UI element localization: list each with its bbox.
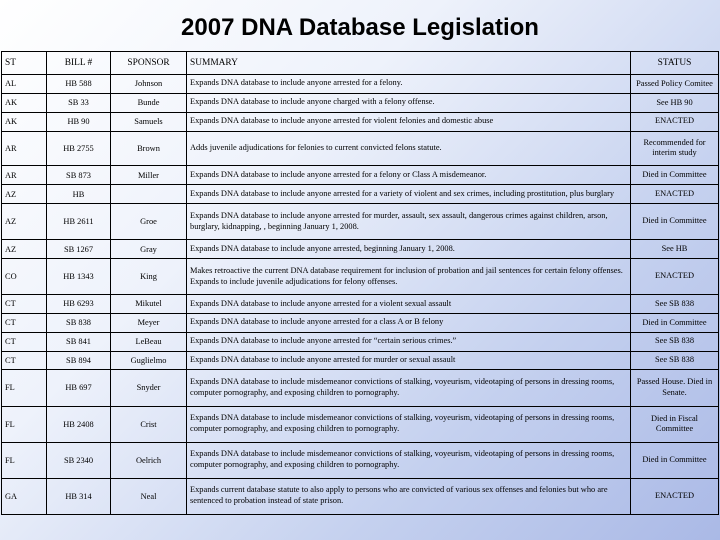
cell-status: Passed House. Died in Senate.: [631, 370, 719, 406]
cell-bill: HB 1343: [47, 258, 111, 294]
cell-st: CT: [2, 332, 47, 351]
table-row: [2, 112, 719, 131]
cell-sponsor: [111, 185, 187, 204]
page-title: 2007 DNA Database Legislation: [181, 14, 539, 41]
cell-sponsor: Groe: [111, 204, 187, 240]
cell-status: See HB: [631, 240, 719, 259]
table-row: [2, 131, 719, 166]
cell-status: ENACTED: [631, 112, 719, 131]
cell-status: Died in Fiscal Committee: [631, 406, 719, 442]
cell-status: ENACTED: [631, 185, 719, 204]
table-row: [2, 370, 719, 406]
cell-summary: Expands DNA database to include anyone arrested for a felony or Class A misdemeanor.: [187, 166, 631, 185]
cell-status: Passed Policy Comitee: [631, 75, 719, 94]
cell-status: See SB 838: [631, 351, 719, 370]
cell-bill: SB 1267: [47, 240, 111, 259]
cell-st: FL: [2, 370, 47, 406]
cell-summary: Expands DNA database to include anyone arrested for murder, assault, sex assault, dangerous crimes against children, arson, burglary, kidnapping, , beginning January 1, 2008.: [187, 204, 631, 240]
cell-st: FL: [2, 406, 47, 442]
cell-bill: HB 2408: [47, 406, 111, 442]
cell-bill: SB 841: [47, 332, 111, 351]
cell-summary: Expands DNA database to include anyone arrested for a class A or B felony: [187, 313, 631, 332]
cell-bill: HB 314: [47, 478, 111, 514]
cell-bill: HB 6293: [47, 295, 111, 314]
cell-summary: Expands DNA database to include anyone arrested for “certain serious crimes.”: [187, 332, 631, 351]
cell-status: ENACTED: [631, 258, 719, 294]
cell-sponsor: Brown: [111, 131, 187, 166]
cell-status: Died in Committee: [631, 313, 719, 332]
table-row: [2, 204, 719, 240]
table-row: [2, 166, 719, 185]
cell-bill: SB 33: [47, 93, 111, 112]
cell-sponsor: Gray: [111, 240, 187, 259]
cell-st: AR: [2, 131, 47, 166]
cell-sponsor: Miller: [111, 166, 187, 185]
cell-status: See SB 838: [631, 332, 719, 351]
cell-summary: Expands DNA database to include misdemeanor convictions of stalking, voyeurism, videotaping of persons in dressing rooms, computer pornography, and exposing children to pornography.: [187, 370, 631, 406]
cell-st: AZ: [2, 240, 47, 259]
cell-bill: HB 2755: [47, 131, 111, 166]
cell-status: See SB 838: [631, 295, 719, 314]
cell-st: CT: [2, 313, 47, 332]
cell-status: See HB 90: [631, 93, 719, 112]
cell-st: AZ: [2, 185, 47, 204]
cell-status: Died in Committee: [631, 166, 719, 185]
header-sponsor: SPONSOR: [111, 52, 187, 75]
cell-st: AK: [2, 93, 47, 112]
cell-st: AR: [2, 166, 47, 185]
cell-bill: SB 873: [47, 166, 111, 185]
cell-st: GA: [2, 478, 47, 514]
legislation-table: [1, 51, 719, 515]
header-bill: BILL #: [47, 52, 111, 75]
cell-summary: Makes retroactive the current DNA database requirement for inclusion of probation and jail sentences for certain felony offenses. Expands to include juvenile adjudications for felony offenses.: [187, 258, 631, 294]
cell-bill: SB 838: [47, 313, 111, 332]
cell-st: AL: [2, 75, 47, 94]
table-row: [2, 295, 719, 314]
cell-st: AZ: [2, 204, 47, 240]
header-status: STATUS: [631, 52, 719, 75]
cell-summary: Expands DNA database to include anyone arrested for a violent sexual assault: [187, 295, 631, 314]
table-row: [2, 75, 719, 94]
table-row: [2, 442, 719, 478]
table-row: [2, 93, 719, 112]
cell-sponsor: Guglielmo: [111, 351, 187, 370]
cell-bill: SB 894: [47, 351, 111, 370]
cell-bill: HB 90: [47, 112, 111, 131]
cell-summary: Expands DNA database to include misdemeanor convictions of stalking, voyeurism, videotaping of persons in dressing rooms, computer pornography, and exposing children to pornography.: [187, 442, 631, 478]
table-row: [2, 313, 719, 332]
cell-st: CO: [2, 258, 47, 294]
cell-sponsor: Snyder: [111, 370, 187, 406]
cell-sponsor: Crist: [111, 406, 187, 442]
cell-bill: HB 697: [47, 370, 111, 406]
cell-status: ENACTED: [631, 478, 719, 514]
cell-st: CT: [2, 295, 47, 314]
cell-st: CT: [2, 351, 47, 370]
cell-summary: Expands DNA database to include anyone charged with a felony offense.: [187, 93, 631, 112]
cell-sponsor: King: [111, 258, 187, 294]
cell-summary: Expands DNA database to include anyone arrested for a felony.: [187, 75, 631, 94]
cell-sponsor: Mikutel: [111, 295, 187, 314]
table-row: [2, 258, 719, 294]
cell-summary: Expands DNA database to include anyone arrested for violent felonies and domestic abuse: [187, 112, 631, 131]
cell-bill: SB 2340: [47, 442, 111, 478]
cell-st: FL: [2, 442, 47, 478]
cell-summary: Adds juvenile adjudications for felonies to current convicted felons statute.: [187, 131, 631, 166]
cell-bill: HB: [47, 185, 111, 204]
cell-sponsor: Samuels: [111, 112, 187, 131]
cell-status: Died in Committee: [631, 204, 719, 240]
header-summary: SUMMARY: [187, 52, 631, 75]
cell-sponsor: Meyer: [111, 313, 187, 332]
table-row: [2, 351, 719, 370]
cell-summary: Expands DNA database to include anyone arrested, beginning January 1, 2008.: [187, 240, 631, 259]
table-header-row: [2, 52, 719, 75]
header-st: ST: [2, 52, 47, 75]
table-row: [2, 478, 719, 514]
cell-sponsor: LeBeau: [111, 332, 187, 351]
table-row: [2, 332, 719, 351]
cell-sponsor: Oelrich: [111, 442, 187, 478]
cell-status: Died in Committee: [631, 442, 719, 478]
cell-sponsor: Johnson: [111, 75, 187, 94]
cell-status: Recommended for interim study: [631, 131, 719, 166]
cell-summary: Expands DNA database to include misdemeanor convictions of stalking, voyeurism, videotaping of persons in dressing rooms, computer pornography, and exposing children to pornography.: [187, 406, 631, 442]
table-row: [2, 406, 719, 442]
cell-summary: Expands DNA database to include anyone arrested for a variety of violent and sex crimes, including prostitution, plus burglary: [187, 185, 631, 204]
table-row: [2, 240, 719, 259]
cell-bill: HB 588: [47, 75, 111, 94]
cell-bill: HB 2611: [47, 204, 111, 240]
cell-summary: Expands current database statute to also apply to persons who are convicted of various sex offenses and felonies but who are sentenced to probation instead of state prison.: [187, 478, 631, 514]
cell-sponsor: Bunde: [111, 93, 187, 112]
cell-sponsor: Neal: [111, 478, 187, 514]
cell-st: AK: [2, 112, 47, 131]
table-row: [2, 185, 719, 204]
cell-summary: Expands DNA database to include anyone arrested for murder or sexual assault: [187, 351, 631, 370]
